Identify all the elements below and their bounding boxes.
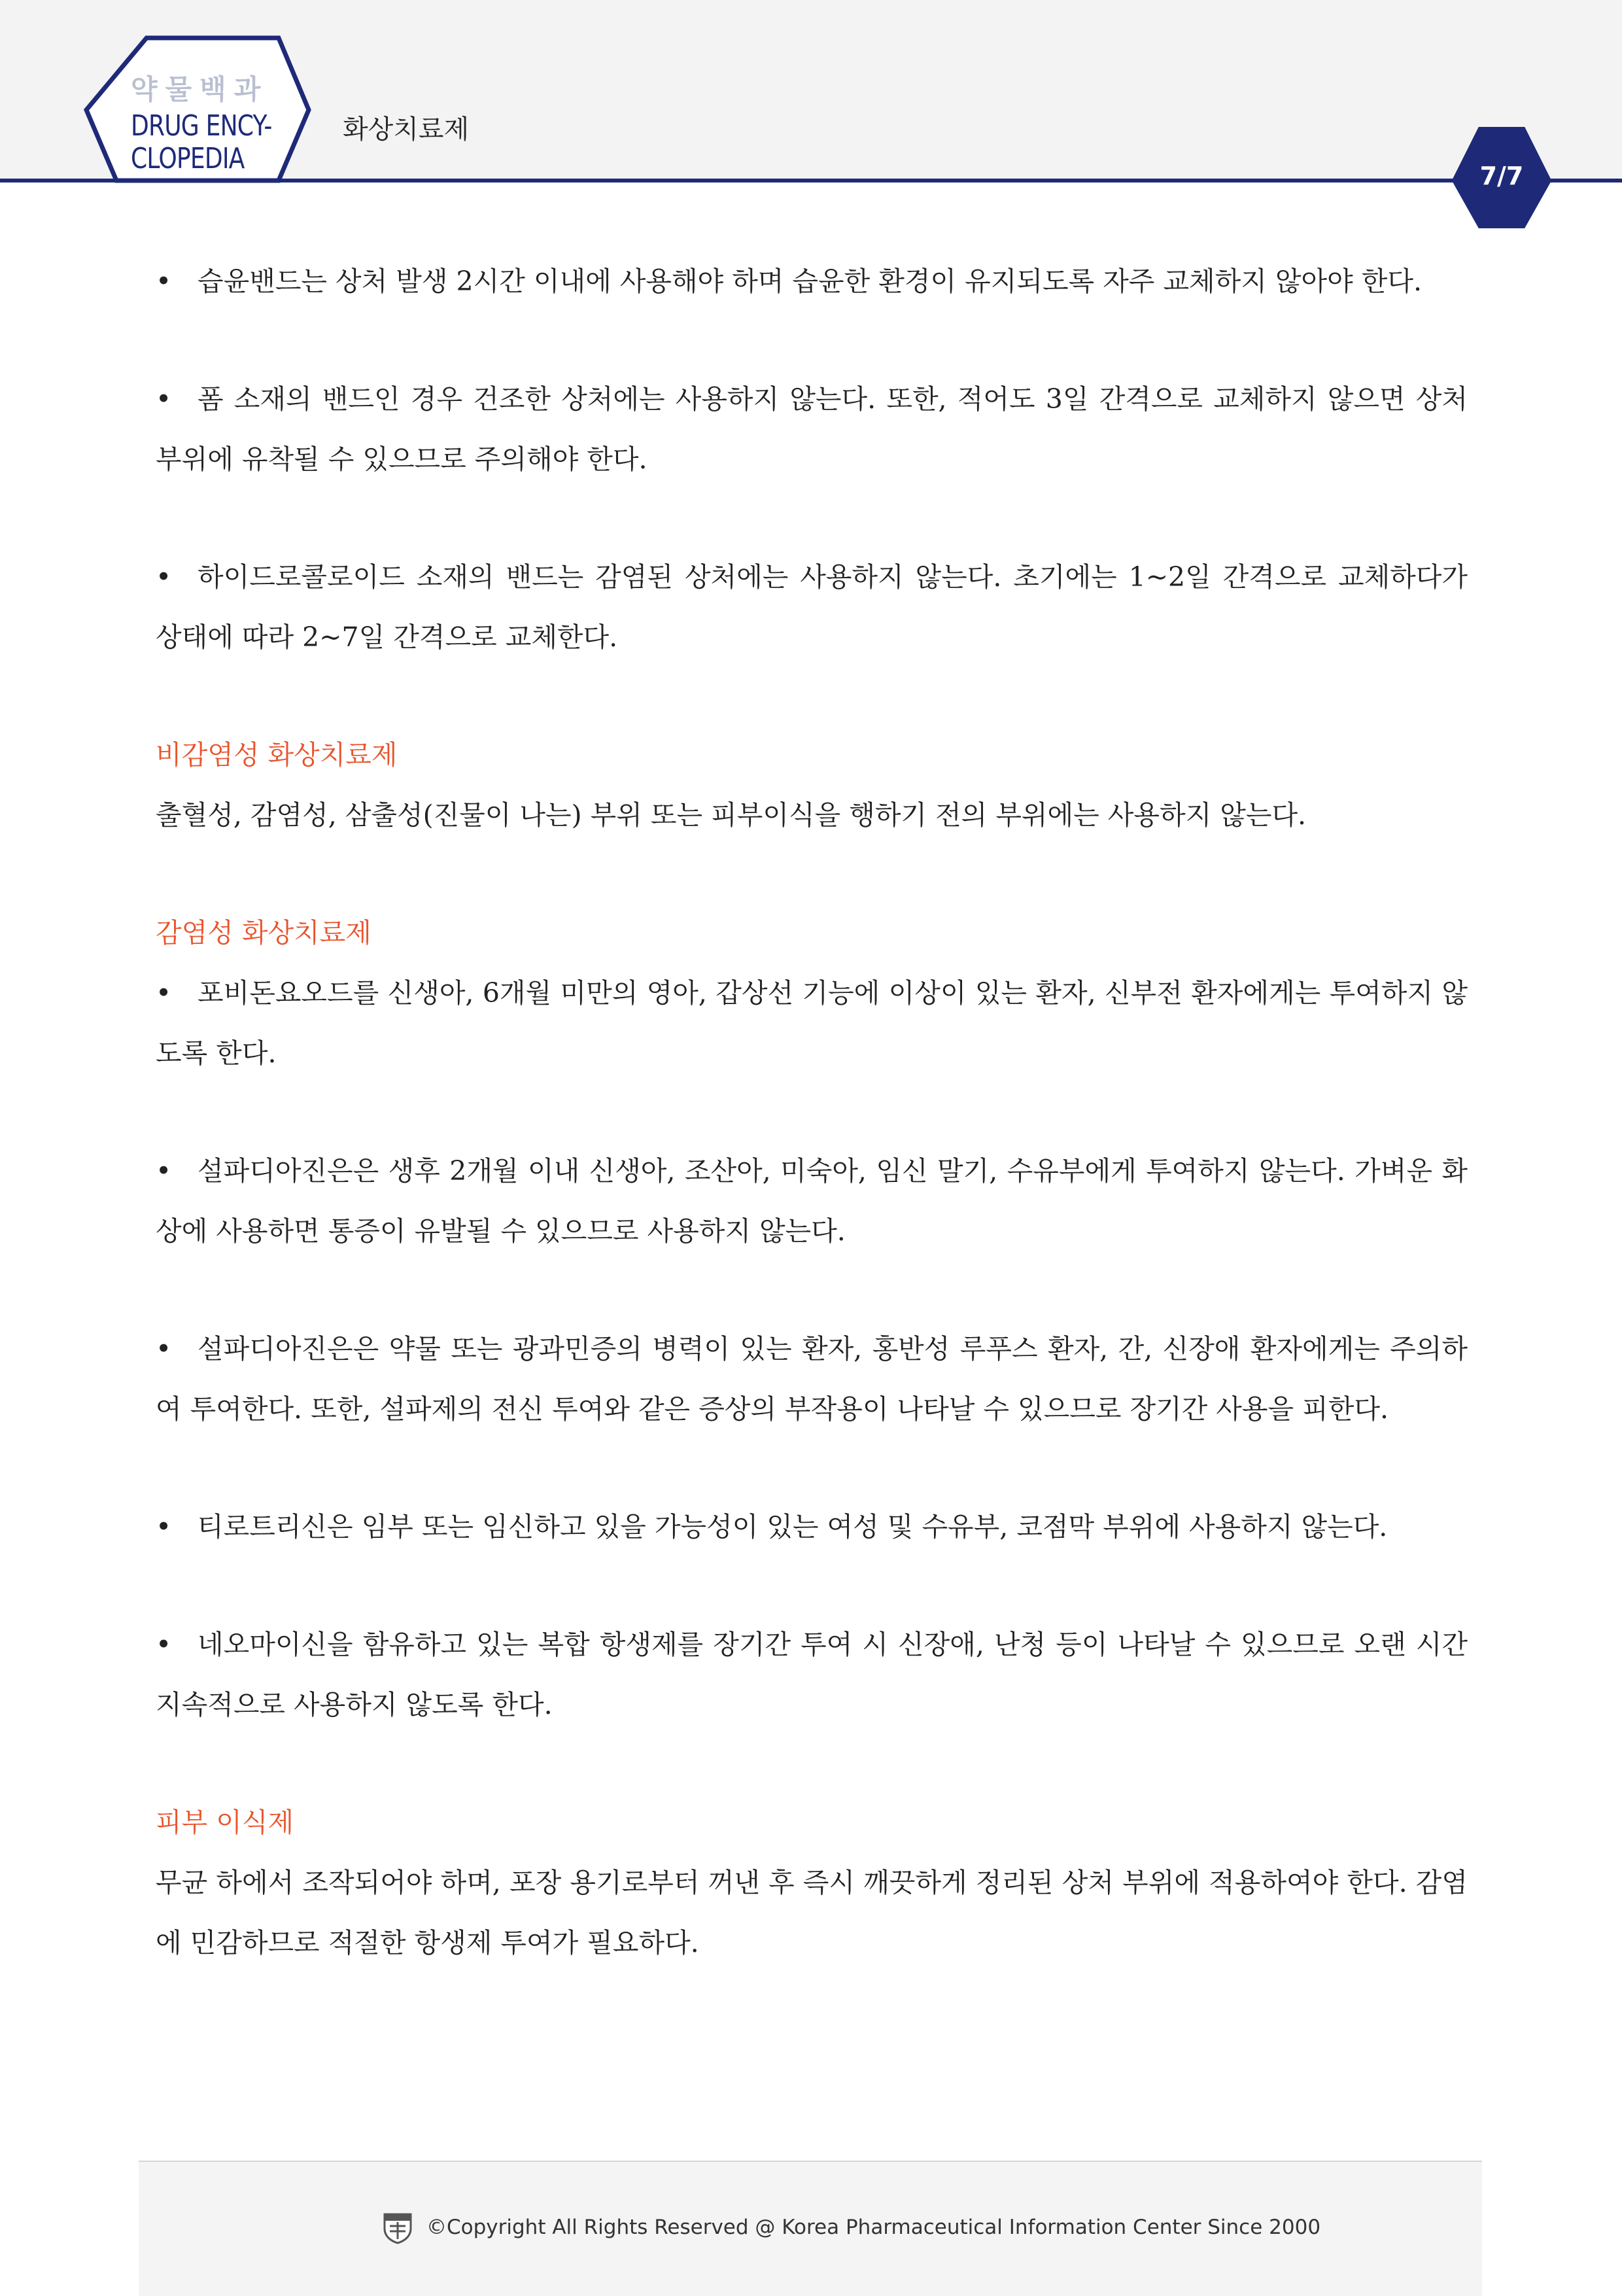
logo-english-line1: DRUG ENCY- (131, 109, 272, 143)
copyright-text: ©Copyright All Rights Reserved @ Korea Pharmaceutical Information Center Since 2000 (426, 2216, 1321, 2239)
section-heading: 피부 이식제 (156, 1807, 294, 1838)
bullet-icon: • (156, 1629, 172, 1660)
bullet-tyrothricin (156, 1497, 1468, 1557)
bullet-icon: • (156, 1333, 172, 1365)
section-skin-graft (156, 1792, 1468, 1973)
bullet-sulfadiazine-1 (156, 1141, 1468, 1261)
document-title: 화상치료제 (343, 114, 470, 145)
section-infective (156, 903, 1468, 1083)
bullet-icon: • (156, 266, 172, 297)
bullet-text: 네오마이신을 함유하고 있는 복합 항생제를 장기간 투여 시 신장애, 난청 등이 나타날 수 있으므로 오랜 시간 지속적으로 사용하지 않도록 한다. (156, 1629, 1468, 1720)
logo-english-line2: CLOPEDIA (131, 142, 245, 175)
bullet-povidone (156, 963, 1468, 1083)
bullet-text: 설파디아진은은 약물 또는 광과민증의 병력이 있는 환자, 홍반성 루푸스 환자, 간, 신장애 환자에게는 주의하여 투여한다. 또한, 설파제의 전신 투여와 같은 증상의 부작용이 나타날 수 있으므로 장기간 사용을 피한다. (156, 1333, 1468, 1425)
bullet-foam-band (156, 369, 1468, 489)
bullet-icon: • (156, 561, 172, 593)
logo-korean: 약물백과 (131, 73, 269, 105)
bullet-text: 폼 소재의 밴드인 경우 건조한 상처에는 사용하지 않는다. 또한, 적어도 3일 간격으로 교체하지 않으면 상처 부위에 유착될 수 있으므로 주의해야 한다. (156, 383, 1468, 475)
bullet-text: 설파디아진은은 생후 2개월 이내 신생아, 조산아, 미숙아, 임신 말기, 수유부에게 투여하지 않는다. 가벼운 화상에 사용하면 통증이 유발될 수 있으므로 사용하지 않는다. (156, 1155, 1468, 1247)
section-text: 출혈성, 감염성, 삼출성(진물이 나는) 부위 또는 피부이식을 행하기 전의 부위에는 사용하지 않는다. (156, 799, 1307, 831)
bullet-neomycin (156, 1614, 1468, 1735)
bullet-text: 포비돈요오드를 신생아, 6개월 미만의 영아, 갑상선 기능에 이상이 있는 환자, 신부전 환자에게는 투여하지 않도록 한다. (156, 977, 1468, 1069)
bullet-text: 티로트리신은 임부 또는 임신하고 있을 가능성이 있는 여성 및 수유부, 코점막 부위에 사용하지 않는다. (198, 1511, 1388, 1542)
page-indicator: 7/7 (1479, 162, 1524, 190)
kpic-emblem-icon (382, 2212, 413, 2244)
bullet-icon: • (156, 977, 172, 1009)
bullet-hydrocolloid (156, 547, 1468, 667)
main-content (156, 251, 1468, 1973)
section-heading: 감염성 화상치료제 (156, 917, 371, 948)
bullet-icon: • (156, 383, 172, 415)
section-text: 무균 하에서 조작되어야 하며, 포장 용기로부터 꺼낸 후 즉시 깨끗하게 정리된 상처 부위에 적용하여야 한다. 감염에 민감하므로 적절한 항생제 투여가 필요하다. (156, 1867, 1468, 1958)
bullet-icon: • (156, 1511, 172, 1542)
bullet-icon: • (156, 1155, 172, 1187)
bullet-text: 습윤밴드는 상처 발생 2시간 이내에 사용해야 하며 습윤한 환경이 유지되도록 자주 교체하지 않아야 한다. (198, 266, 1422, 297)
section-heading: 비감염성 화상치료제 (156, 739, 398, 771)
logo-english (131, 110, 292, 175)
bullet-wet-band (156, 251, 1468, 311)
bullet-text: 하이드로콜로이드 소재의 밴드는 감염된 상처에는 사용하지 않는다. 초기에는 1~2일 간격으로 교체하다가 상태에 따라 2~7일 간격으로 교체한다. (156, 561, 1468, 653)
section-non-infective (156, 725, 1468, 845)
bullet-sulfadiazine-2 (156, 1319, 1468, 1439)
